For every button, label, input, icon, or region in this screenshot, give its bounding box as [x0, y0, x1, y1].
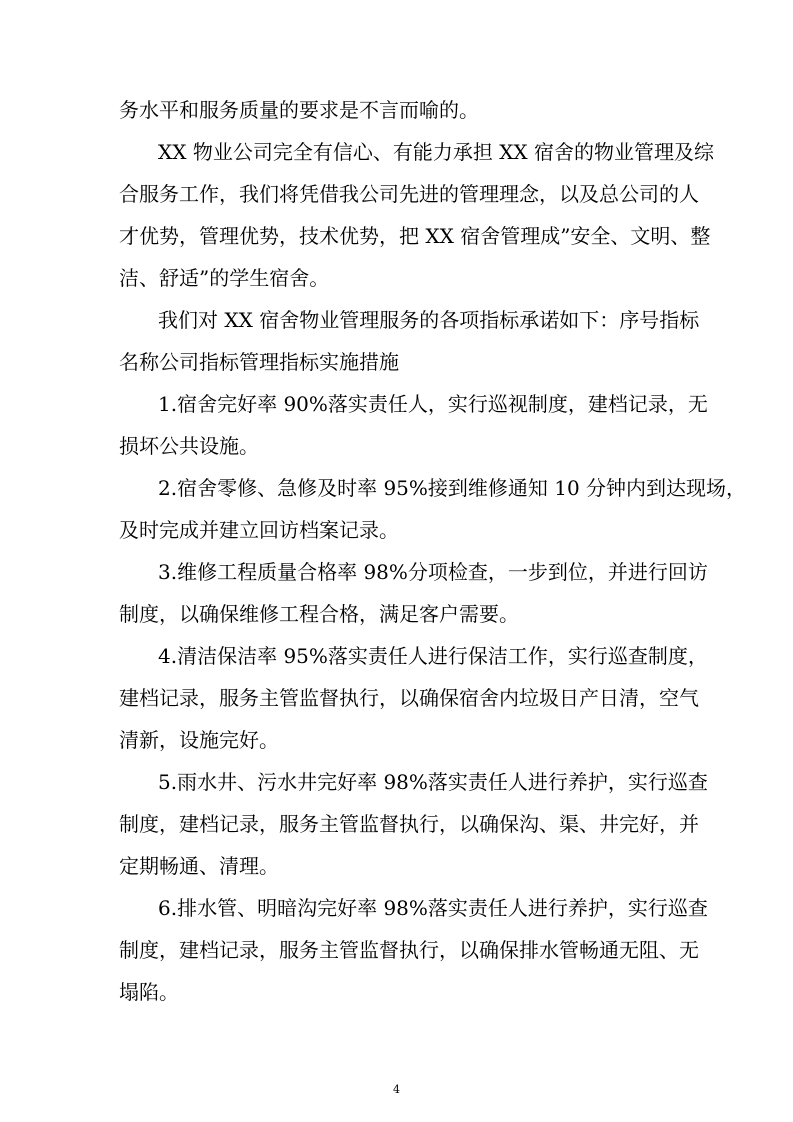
text-line-content: 我们对 XX 宿舍物业管理服务的各项指标承诺如下：序号指标 — [158, 308, 700, 332]
text-line — [0, 804, 793, 844]
text-line-content: 名称公司指标管理指标实施措施 — [119, 350, 399, 374]
paragraph-first-line — [0, 468, 793, 508]
text-line-content: 5.雨水井、污水井完好率 98%落实责任人进行养护，实行巡查 — [158, 770, 708, 794]
paragraph-first-line — [0, 300, 793, 340]
text-line-content: 2.宿舍零修、急修及时率 95%接到维修通知 10 分钟内到达现场， — [158, 476, 747, 500]
text-line — [0, 720, 793, 760]
text-line — [0, 594, 793, 634]
text-line — [0, 930, 793, 970]
text-line — [0, 972, 793, 1012]
text-line-content: 定期畅通、清理。 — [119, 854, 279, 878]
page-number: 4 — [393, 1083, 400, 1096]
text-line-content: 及时完成并建立回访档案记录。 — [119, 518, 399, 542]
paragraph-first-line — [0, 384, 793, 424]
text-line-content: 塌陷。 — [119, 980, 179, 1004]
text-line-content: 制度，建档记录，服务主管监督执行，以确保沟、渠、井完好，并 — [119, 812, 699, 836]
text-line — [0, 426, 793, 466]
text-line — [0, 174, 793, 214]
paragraph-first-line — [0, 762, 793, 802]
paragraph-first-line — [0, 132, 793, 172]
text-line-content: 制度，建档记录，服务主管监督执行，以确保排水管畅通无阻、无 — [119, 938, 699, 962]
text-line — [0, 90, 793, 130]
text-line — [0, 846, 793, 886]
text-line-content: 损坏公共设施。 — [119, 434, 259, 458]
text-line-content: 才优势，管理优势，技术优势，把 XX 宿舍管理成”安全、文明、整 — [119, 224, 711, 248]
text-line — [0, 216, 793, 256]
text-line-content: 制度，以确保维修工程合格，满足客户需要。 — [119, 602, 519, 626]
text-line — [0, 258, 793, 298]
text-line-content: 务水平和服务质量的要求是不言而喻的。 — [119, 98, 479, 122]
text-line-content: 洁、舒适”的学生宿舍。 — [119, 266, 330, 290]
text-line — [0, 678, 793, 718]
text-line — [0, 510, 793, 550]
text-line-content: 建档记录，服务主管监督执行，以确保宿舍内垃圾日产日清，空气 — [119, 686, 699, 710]
paragraph-first-line — [0, 888, 793, 928]
text-line-content: 清新，设施完好。 — [119, 728, 279, 752]
text-line-content: 合服务工作，我们将凭借我公司先进的管理理念，以及总公司的人 — [119, 182, 699, 206]
paragraph-first-line — [0, 552, 793, 592]
text-line-content: 4.清洁保洁率 95%落实责任人进行保洁工作，实行巡查制度， — [158, 644, 708, 668]
text-line-content: XX 物业公司完全有信心、有能力承担 XX 宿舍的物业管理及综 — [158, 140, 715, 164]
text-line-content: 3.维修工程质量合格率 98%分项检查，一步到位，并进行回访 — [158, 560, 708, 584]
text-line-content: 1.宿舍完好率 90%落实责任人，实行巡视制度，建档记录，无 — [158, 392, 708, 416]
text-line-content: 6.排水管、明暗沟完好率 98%落实责任人进行养护，实行巡查 — [158, 896, 708, 920]
text-line — [0, 342, 793, 382]
paragraph-first-line — [0, 636, 793, 676]
